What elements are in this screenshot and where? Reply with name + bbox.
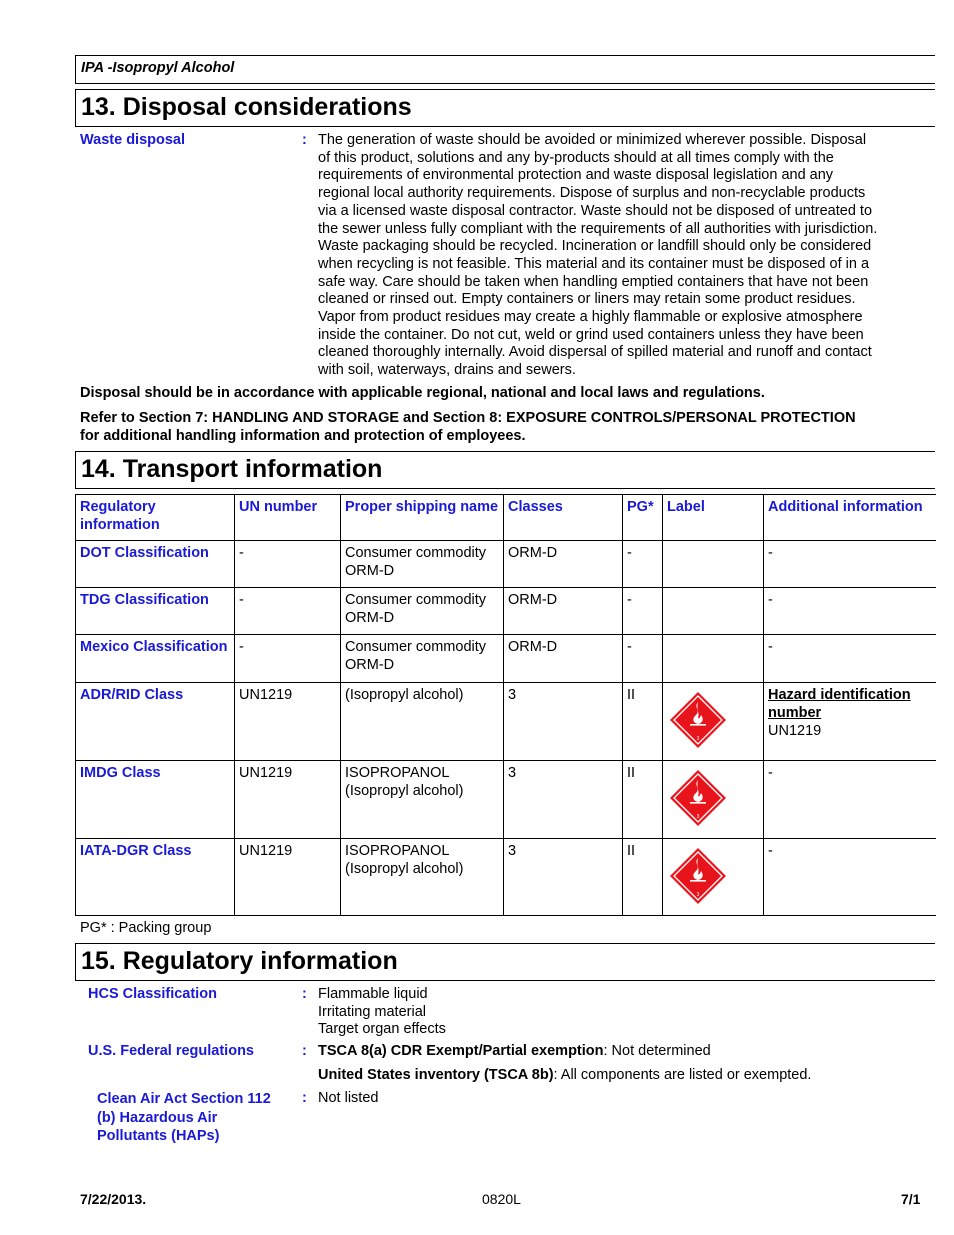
- clean-air-act-label-line: (b) Hazardous Air: [97, 1109, 218, 1126]
- flammable-diamond-icon: [669, 769, 727, 827]
- additional-info-value: -: [768, 843, 773, 859]
- tsca-cdr-line: [318, 1043, 711, 1059]
- pg-cell: II: [623, 683, 663, 761]
- additional-info-cell: [764, 761, 936, 839]
- regulatory-cell: Mexico Classification: [76, 635, 235, 683]
- col-header: Additional information: [764, 495, 936, 541]
- transport-row: [76, 635, 936, 683]
- col-header: Regulatory information: [76, 495, 235, 541]
- additional-info-value: -: [768, 545, 773, 561]
- waste-text-line: Waste packaging should be recycled. Incineration or landfill should only be considered: [318, 238, 872, 255]
- label-cell: [663, 761, 764, 839]
- additional-info-value: UN1219: [768, 723, 822, 739]
- classes-cell: ORM-D: [504, 635, 623, 683]
- waste-text-line: The generation of waste should be avoided or minimized wherever possible. Disposal: [318, 132, 867, 148]
- document-header: [75, 55, 935, 84]
- flammable-diamond-icon: [669, 847, 727, 905]
- hcs-value: Irritating material: [318, 1003, 426, 1020]
- pg-cell: -: [623, 635, 663, 683]
- col-header: Label: [663, 495, 764, 541]
- classes-cell: 3: [504, 839, 623, 916]
- disposal-note: Disposal should be in accordance with applicable regional, national and local laws and regulations.: [80, 385, 765, 401]
- footer-code: 0820L: [482, 1191, 521, 1207]
- transport-row: [76, 839, 936, 916]
- label-cell: [663, 541, 764, 588]
- colon: :: [302, 1090, 307, 1106]
- additional-info-value: -: [768, 639, 773, 655]
- label-cell: [663, 839, 764, 916]
- federal-regulations-label: U.S. Federal regulations: [88, 1043, 254, 1059]
- shipping-name-cell: (Isopropyl alcohol): [341, 683, 504, 761]
- regulatory-cell: TDG Classification: [76, 588, 235, 635]
- additional-info-value: -: [768, 765, 773, 781]
- additional-info-cell: [764, 839, 936, 916]
- waste-text-line: with soil, waterways, drains and sewers.: [318, 362, 576, 379]
- transport-table: [75, 494, 936, 916]
- refer-note: [80, 409, 856, 445]
- col-header: UN number: [235, 495, 341, 541]
- hcs-values: [318, 986, 446, 1039]
- waste-text-line: safe way. Care should be taken when handling emptied containers that have not been: [318, 273, 869, 290]
- clean-air-act-label-line: Pollutants (HAPs): [97, 1128, 220, 1144]
- un-number-cell: UN1219: [235, 761, 341, 839]
- un-number-cell: -: [235, 541, 341, 588]
- shipping-name-cell: ISOPROPANOL (Isopropyl alcohol): [341, 761, 504, 839]
- label-cell: [663, 683, 764, 761]
- regulatory-cell: IMDG Class: [76, 761, 235, 839]
- col-header: Classes: [504, 495, 623, 541]
- classes-cell: ORM-D: [504, 588, 623, 635]
- label-cell: [663, 635, 764, 683]
- regulatory-cell: IATA-DGR Class: [76, 839, 235, 916]
- footer-date: 7/22/2013.: [80, 1191, 147, 1207]
- waste-text-line: inside the container. Do not cut, weld or grind used containers unless they have been: [318, 326, 864, 343]
- pg-cell: II: [623, 839, 663, 916]
- hcs-classification-label: HCS Classification: [88, 986, 217, 1002]
- transport-row: [76, 588, 936, 635]
- transport-header-row: [76, 495, 936, 541]
- additional-info-cell: [764, 588, 936, 635]
- waste-text-line: cleaned or rinsed out. Empty containers or liners may retain some product residues.: [318, 291, 856, 308]
- classes-cell: 3: [504, 761, 623, 839]
- pg-cell: II: [623, 761, 663, 839]
- un-number-cell: -: [235, 588, 341, 635]
- transport-row: [76, 761, 936, 839]
- hcs-value: Target organ effects: [318, 1021, 446, 1037]
- additional-info-cell: [764, 635, 936, 683]
- pg-note: PG* : Packing group: [80, 920, 212, 936]
- waste-disposal-label: Waste disposal: [80, 132, 186, 148]
- colon: :: [302, 132, 307, 148]
- clean-air-act-value: Not listed: [318, 1090, 379, 1106]
- section-15-title: 15. Regulatory information: [75, 943, 935, 981]
- transport-row: [76, 683, 936, 761]
- section-13-title: 13. Disposal considerations: [75, 89, 935, 127]
- additional-info-cell: [764, 541, 936, 588]
- shipping-name-cell: Consumer commodity ORM-D: [341, 635, 504, 683]
- clean-air-act-label: [97, 1090, 271, 1146]
- flammable-diamond-icon: [669, 691, 727, 749]
- classes-cell: ORM-D: [504, 541, 623, 588]
- waste-text-line: regional local authority requirements. Dispose of surplus and non-recyclable products: [318, 185, 866, 202]
- waste-disposal-text: [318, 132, 928, 380]
- col-header: PG*: [623, 495, 663, 541]
- tsca-inventory-label: United States inventory (TSCA 8b): [318, 1067, 554, 1083]
- transport-row: [76, 541, 936, 588]
- waste-text-line: requirements of environmental protection and waste disposal legislation and any: [318, 167, 834, 184]
- waste-text-line: cleaned thoroughly internally. Avoid dispersal of spilled material and runoff and contact: [318, 344, 872, 361]
- classes-cell: 3: [504, 683, 623, 761]
- col-header: Proper shipping name: [341, 495, 504, 541]
- regulatory-cell: ADR/RID Class: [76, 683, 235, 761]
- pg-cell: -: [623, 588, 663, 635]
- label-cell: [663, 588, 764, 635]
- shipping-name-cell: ISOPROPANOL (Isopropyl alcohol): [341, 839, 504, 916]
- svg-text:3: 3: [696, 892, 700, 898]
- tsca-inventory-value: : All components are listed or exempted.: [553, 1067, 812, 1083]
- footer-page: 7/1: [901, 1191, 921, 1207]
- tsca-inventory-line: [318, 1067, 811, 1083]
- tsca-cdr-label: TSCA 8(a) CDR Exempt/Partial exemption: [318, 1043, 604, 1059]
- additional-info-value: -: [768, 592, 773, 608]
- svg-text:3: 3: [696, 736, 700, 742]
- product-name: IPA -Isopropyl Alcohol: [81, 60, 235, 76]
- svg-text:3: 3: [696, 814, 700, 820]
- refer-note-line-2: for additional handling information and protection of employees.: [80, 428, 526, 444]
- section-14-title: 14. Transport information: [75, 451, 935, 489]
- waste-text-line: the sewer unless fully compliant with the requirements of all authorities with jurisdiction.: [318, 220, 878, 237]
- colon: :: [302, 1043, 307, 1059]
- colon: :: [302, 986, 307, 1002]
- waste-text-line: of this product, solutions and any by-products should at all times comply with the: [318, 149, 834, 166]
- hazard-id-title: Hazard identification number: [768, 687, 911, 721]
- un-number-cell: UN1219: [235, 839, 341, 916]
- additional-info-cell: [764, 683, 936, 761]
- shipping-name-cell: Consumer commodity ORM-D: [341, 588, 504, 635]
- regulatory-cell: DOT Classification: [76, 541, 235, 588]
- waste-text-line: via a licensed waste disposal contractor. Waste should not be disposed of untreated to: [318, 202, 873, 219]
- waste-text-line: when recycling is not feasible. This material and its container must be disposed of in a: [318, 255, 870, 272]
- pg-cell: -: [623, 541, 663, 588]
- un-number-cell: UN1219: [235, 683, 341, 761]
- clean-air-act-label-line: Clean Air Act Section 112: [97, 1091, 271, 1107]
- hcs-value: Flammable liquid: [318, 986, 428, 1002]
- un-number-cell: -: [235, 635, 341, 683]
- waste-text-line: Vapor from product residues may create a highly flammable or explosive atmosphere: [318, 309, 863, 326]
- refer-note-line-1: Refer to Section 7: HANDLING AND STORAGE and Section 8: EXPOSURE CONTROLS/PERSONAL PROTECTION: [80, 410, 856, 426]
- shipping-name-cell: Consumer commodity ORM-D: [341, 541, 504, 588]
- tsca-cdr-value: : Not determined: [603, 1043, 711, 1059]
